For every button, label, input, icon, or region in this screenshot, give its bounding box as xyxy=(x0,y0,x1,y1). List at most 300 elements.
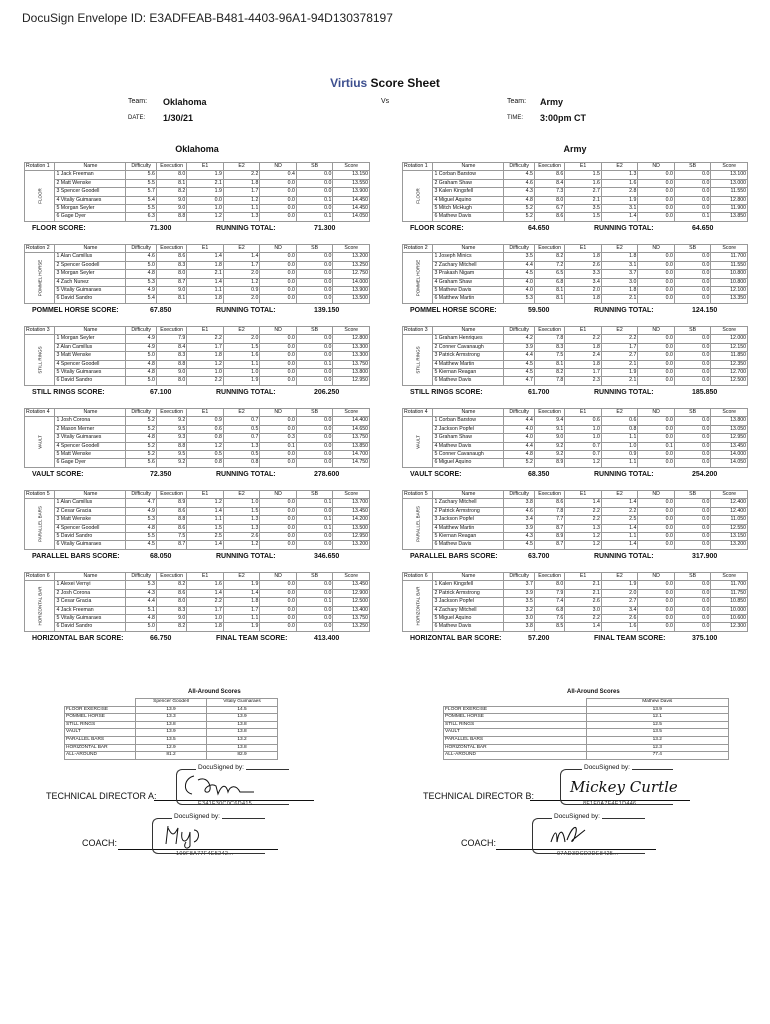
score-cell: 0.0 xyxy=(674,369,711,377)
gymnast-name: Josh Corona xyxy=(60,589,91,596)
score-cell: 1.1 xyxy=(601,533,638,541)
score-cell: 8.1 xyxy=(534,360,564,368)
score-cell: 1.2 xyxy=(187,442,224,450)
score-cell: 3.5 xyxy=(504,253,534,261)
score-cell: 5.5 xyxy=(126,205,156,213)
event-totals xyxy=(402,553,748,564)
table-row xyxy=(25,606,370,614)
score-cell: 0.1 xyxy=(296,196,333,204)
aa-row xyxy=(65,729,278,737)
gymnast-name: Vitaliy Guimaraes xyxy=(60,615,102,622)
envelope-id: DocuSign Envelope ID: E3ADFEAB-B481-4403-96A1-94D130378197 xyxy=(22,11,393,25)
order-number: 3 xyxy=(434,352,438,359)
score-cell: 8.6 xyxy=(534,213,564,221)
order-number: 3 xyxy=(434,598,438,605)
score-cell: 14.050 xyxy=(333,213,370,221)
score-cell: 0.1 xyxy=(296,524,333,532)
score-cell: 5.2 xyxy=(126,417,156,425)
score-cell: 1.6 xyxy=(565,179,602,187)
gymnast-name: Morgan Seyler xyxy=(60,270,95,277)
column-header: E1 xyxy=(187,573,224,581)
score-cell: 4.8 xyxy=(126,369,156,377)
score-cell: 0.5 xyxy=(187,451,224,459)
event-header-row xyxy=(25,409,370,417)
score-cell: 4.9 xyxy=(126,343,156,351)
order-number: 2 xyxy=(434,589,438,596)
event-table xyxy=(24,326,370,386)
score-cell: 8.4 xyxy=(156,343,186,351)
score-cell: 11.550 xyxy=(711,188,748,196)
table-row xyxy=(25,598,370,606)
score-cell: 8.4 xyxy=(534,179,564,187)
score-cell: 0.9 xyxy=(187,417,224,425)
coach-a-signature-id: 109F8A77F4E5242... xyxy=(176,851,234,857)
column-header: E2 xyxy=(223,245,260,253)
apparatus-name: VAULT xyxy=(415,435,421,450)
score-cell: 1.9 xyxy=(223,623,260,631)
order-number: 4 xyxy=(56,606,60,613)
column-header: E1 xyxy=(565,327,602,335)
table-row xyxy=(403,343,748,351)
gymnast-name: Mathew Davis xyxy=(438,623,472,630)
column-header: ND xyxy=(260,491,297,499)
score-cell: 0.0 xyxy=(638,270,675,278)
score-cell: 8.0 xyxy=(156,377,186,385)
rotation-label: Rotation 6 xyxy=(25,573,55,581)
score-cell: 7.4 xyxy=(534,598,564,606)
table-row xyxy=(25,253,370,261)
column-header: Execution xyxy=(534,409,564,417)
rotation-label: Rotation 6 xyxy=(403,573,433,581)
score-cell: 7.9 xyxy=(534,589,564,597)
score-cell: 4.8 xyxy=(504,451,534,459)
column-header: SB xyxy=(674,245,711,253)
gymnast-name: David Sandro xyxy=(60,295,93,302)
rotation-label: Rotation 4 xyxy=(25,409,55,417)
column-header: Execution xyxy=(156,573,186,581)
score-cell: 0.0 xyxy=(674,287,711,295)
event-table xyxy=(24,572,370,632)
score-cell: 3.1 xyxy=(601,205,638,213)
score-cell: 0.0 xyxy=(260,335,297,343)
event-score-value: 71.300 xyxy=(150,225,172,232)
score-cell: 13.450 xyxy=(333,507,370,515)
td-b-docusigned-label: DocuSigned by: xyxy=(584,764,630,771)
score-cell: 8.0 xyxy=(534,581,564,589)
running-total-value: 375.100 xyxy=(692,635,718,642)
score-cell: 1.2 xyxy=(223,541,260,549)
gymnast-name: Gage Dyer xyxy=(60,213,86,220)
rotation-label: Rotation 5 xyxy=(403,491,433,499)
table-row xyxy=(403,171,748,179)
column-header: Score xyxy=(333,573,370,581)
score-cell: 5.3 xyxy=(126,516,156,524)
score-cell: 0.0 xyxy=(260,581,297,589)
event-block xyxy=(24,408,370,478)
score-cell: 3.1 xyxy=(601,261,638,269)
score-cell: 8.1 xyxy=(156,295,186,303)
event-score-value: 57.200 xyxy=(528,635,550,642)
score-cell: 8.8 xyxy=(156,442,186,450)
score-cell: 13.150 xyxy=(333,171,370,179)
aa-score-cell: 13.8 xyxy=(136,721,207,729)
gymnast-name-cell xyxy=(433,623,504,631)
running-total-value: 254.200 xyxy=(692,471,718,478)
score-cell: 12.950 xyxy=(333,377,370,385)
table-row xyxy=(403,442,748,450)
score-cell: 8.9 xyxy=(534,533,564,541)
table-row xyxy=(25,499,370,507)
gymnast-name: Mathew Davis xyxy=(438,541,472,548)
table-row xyxy=(25,459,370,467)
score-cell: 5.3 xyxy=(126,581,156,589)
score-cell: 0.0 xyxy=(638,606,675,614)
gymnast-name-cell xyxy=(55,295,126,303)
score-cell: 0.0 xyxy=(260,425,297,433)
gymnast-name-cell xyxy=(55,360,126,368)
table-row xyxy=(403,270,748,278)
score-cell: 4.0 xyxy=(504,287,534,295)
score-cell: 8.1 xyxy=(156,179,186,187)
score-cell: 0.0 xyxy=(296,507,333,515)
score-cell: 3.9 xyxy=(504,524,534,532)
gymnast-name-cell xyxy=(55,369,126,377)
score-cell: 0.0 xyxy=(638,615,675,623)
aa-corner-cell xyxy=(65,699,136,707)
score-cell: 9.0 xyxy=(534,434,564,442)
score-cell: 0.0 xyxy=(260,459,297,467)
score-cell: 4.4 xyxy=(504,442,534,450)
score-cell: 3.4 xyxy=(504,516,534,524)
gymnast-name: Prakash Nigam xyxy=(438,270,475,277)
td-b-label: TECHNICAL DIRECTOR B: xyxy=(423,791,535,801)
score-cell: 0.0 xyxy=(260,270,297,278)
gymnast-name-cell xyxy=(433,253,504,261)
score-cell: 2.7 xyxy=(565,188,602,196)
score-cell: 3.5 xyxy=(504,598,534,606)
score-cell: 13.350 xyxy=(711,295,748,303)
column-header: Execution xyxy=(534,245,564,253)
aa-score-cell: 77.4 xyxy=(586,752,729,760)
score-cell: 0.0 xyxy=(638,434,675,442)
gymnast-name: Morgan Seyler xyxy=(60,335,95,342)
td-b-signature-id: 8F1F0A7F4E1D446... xyxy=(583,801,642,807)
order-number: 6 xyxy=(434,459,438,466)
score-cell: 2.0 xyxy=(223,295,260,303)
column-header: E2 xyxy=(601,491,638,499)
table-row xyxy=(403,179,748,187)
table-row xyxy=(403,589,748,597)
score-cell: 0.0 xyxy=(296,451,333,459)
table-row xyxy=(25,615,370,623)
score-cell: 1.0 xyxy=(187,615,224,623)
gymnast-name-cell xyxy=(55,533,126,541)
score-cell: 0.1 xyxy=(296,516,333,524)
score-cell: 0.0 xyxy=(296,417,333,425)
score-cell: 0.0 xyxy=(260,598,297,606)
event-table xyxy=(24,408,370,468)
gymnast-name-cell xyxy=(433,261,504,269)
column-header: E2 xyxy=(223,491,260,499)
score-cell: 0.0 xyxy=(260,377,297,385)
table-row xyxy=(25,343,370,351)
score-cell: 4.9 xyxy=(126,287,156,295)
score-cell: 1.4 xyxy=(601,524,638,532)
score-cell: 1.0 xyxy=(187,369,224,377)
column-header: SB xyxy=(296,163,333,171)
score-cell: 1.0 xyxy=(601,442,638,450)
order-number: 1 xyxy=(434,253,438,260)
score-cell: 1.2 xyxy=(223,196,260,204)
gymnast-name-cell xyxy=(55,377,126,385)
score-cell: 2.4 xyxy=(565,352,602,360)
table-row xyxy=(25,451,370,459)
column-header: Score xyxy=(711,573,748,581)
score-cell: 9.5 xyxy=(156,451,186,459)
score-cell: 0.0 xyxy=(260,524,297,532)
gymnast-name-cell xyxy=(433,352,504,360)
gymnast-name: Miguel Aquino xyxy=(438,459,472,466)
score-cell: 0.0 xyxy=(296,434,333,442)
running-total-value: 71.300 xyxy=(314,225,336,232)
score-cell: 0.0 xyxy=(638,507,675,515)
table-row xyxy=(25,434,370,442)
score-cell: 4.8 xyxy=(126,524,156,532)
score-cell: 9.5 xyxy=(156,425,186,433)
score-cell: 5.6 xyxy=(126,459,156,467)
score-cell: 0.5 xyxy=(223,451,260,459)
table-row xyxy=(25,196,370,204)
team-value: Oklahoma xyxy=(163,97,207,107)
score-cell: 4.5 xyxy=(504,541,534,549)
aa-row xyxy=(444,714,729,722)
team-b-all-around-table xyxy=(443,698,729,760)
table-row xyxy=(25,278,370,286)
score-cell: 1.7 xyxy=(223,188,260,196)
score-cell: 10.600 xyxy=(711,615,748,623)
event-score-value: 68.050 xyxy=(150,553,172,560)
gymnast-name-cell xyxy=(55,179,126,187)
aa-score-cell: 81.2 xyxy=(136,752,207,760)
score-cell: 0.0 xyxy=(296,205,333,213)
rotation-label: Rotation 5 xyxy=(25,491,55,499)
rotation-label: Rotation 2 xyxy=(403,245,433,253)
score-cell: 0.0 xyxy=(296,335,333,343)
score-cell: 7.9 xyxy=(156,335,186,343)
score-cell: 0.0 xyxy=(638,253,675,261)
score-cell: 0.0 xyxy=(638,425,675,433)
column-header: E2 xyxy=(223,573,260,581)
score-cell: 2.8 xyxy=(601,188,638,196)
gymnast-name: Vitaliy Guimaraes xyxy=(60,434,102,441)
score-cell: 1.8 xyxy=(187,295,224,303)
gymnast-name: Morgan Seyler xyxy=(60,205,95,212)
gymnast-name-cell xyxy=(55,188,126,196)
apparatus-name: STILL RINGS xyxy=(37,346,43,374)
apparatus-side-label xyxy=(403,581,433,631)
score-cell: 1.8 xyxy=(565,253,602,261)
table-row xyxy=(25,533,370,541)
score-cell: 1.6 xyxy=(601,179,638,187)
score-cell: 0.0 xyxy=(260,179,297,187)
order-number: 1 xyxy=(434,417,438,424)
score-cell: 0.0 xyxy=(260,287,297,295)
score-cell: 3.4 xyxy=(565,278,602,286)
aa-row xyxy=(65,706,278,714)
gymnast-name: Conner Cavanaugh xyxy=(438,343,484,350)
aa-score-cell: 12.3 xyxy=(586,744,729,752)
score-cell: 1.4 xyxy=(187,253,224,261)
score-cell: 1.4 xyxy=(187,589,224,597)
event-score-label: POMMEL HORSE SCORE: xyxy=(32,307,119,314)
gymnast-name: Cesar Gracia xyxy=(60,507,92,514)
score-cell: 2.6 xyxy=(223,533,260,541)
column-header: Execution xyxy=(534,573,564,581)
order-number: 6 xyxy=(434,213,438,220)
score-cell: 5.2 xyxy=(126,442,156,450)
table-row xyxy=(25,442,370,450)
score-cell: 0.0 xyxy=(638,352,675,360)
score-cell: 0.0 xyxy=(638,295,675,303)
score-cell: 13.150 xyxy=(711,533,748,541)
score-cell: 5.5 xyxy=(126,533,156,541)
order-number: 4 xyxy=(434,278,438,285)
score-cell: 10.000 xyxy=(711,606,748,614)
gymnast-name: Joseph Minics xyxy=(438,253,472,260)
gymnast-name: Josh Corona xyxy=(60,417,91,424)
gymnast-name-cell xyxy=(55,343,126,351)
gymnast-name-cell xyxy=(55,270,126,278)
order-number: 5 xyxy=(434,205,438,212)
gymnast-name-cell xyxy=(55,196,126,204)
score-cell: 4.2 xyxy=(504,335,534,343)
column-header: ND xyxy=(638,573,675,581)
column-header: Difficulty xyxy=(126,245,156,253)
event-table xyxy=(402,326,748,386)
aa-header-row xyxy=(444,699,729,707)
column-header: ND xyxy=(638,245,675,253)
score-cell: 2.0 xyxy=(223,335,260,343)
score-cell: 4.8 xyxy=(504,196,534,204)
event-totals xyxy=(24,471,370,482)
score-cell: 7.5 xyxy=(156,533,186,541)
score-cell: 0.0 xyxy=(638,360,675,368)
aa-score-cell: 13.5 xyxy=(136,736,207,744)
opponent-value: Army xyxy=(540,97,564,107)
td-a-label: TECHNICAL DIRECTOR A: xyxy=(46,791,157,801)
table-row xyxy=(25,213,370,221)
score-cell: 8.5 xyxy=(534,623,564,631)
gymnast-name: Alexei Vernyi xyxy=(60,581,91,588)
apparatus-name: PARALLEL BARS xyxy=(37,506,43,543)
score-cell: 11.850 xyxy=(711,352,748,360)
score-cell: 8.6 xyxy=(534,171,564,179)
score-cell: 8.0 xyxy=(156,171,186,179)
score-cell: 1.2 xyxy=(187,360,224,368)
score-cell: 0.9 xyxy=(601,451,638,459)
running-total-value: 413.400 xyxy=(314,635,340,642)
apparatus-name: STILL RINGS xyxy=(415,346,421,374)
score-cell: 11.050 xyxy=(711,516,748,524)
gymnast-name-cell xyxy=(433,589,504,597)
score-cell: 8.9 xyxy=(156,499,186,507)
aa-row xyxy=(65,721,278,729)
gymnast-name-cell xyxy=(433,442,504,450)
order-number: 4 xyxy=(434,196,438,203)
score-cell: 1.8 xyxy=(601,253,638,261)
score-cell: 4.7 xyxy=(504,377,534,385)
column-header: Name xyxy=(433,491,504,499)
score-cell: 8.6 xyxy=(156,507,186,515)
score-cell: 0.0 xyxy=(638,335,675,343)
aa-column-header: Mathew Davis xyxy=(586,699,729,707)
score-cell: 0.4 xyxy=(260,171,297,179)
score-cell: 0.0 xyxy=(296,253,333,261)
score-cell: 1.9 xyxy=(223,377,260,385)
apparatus-side-label xyxy=(403,171,433,221)
score-cell: 1.1 xyxy=(187,287,224,295)
column-header: ND xyxy=(638,163,675,171)
score-cell: 4.3 xyxy=(504,188,534,196)
score-cell: 0.1 xyxy=(260,442,297,450)
gymnast-name-cell xyxy=(55,451,126,459)
gymnast-name: Spencer Goodell xyxy=(60,442,100,449)
score-cell: 0.0 xyxy=(260,205,297,213)
score-cell: 1.4 xyxy=(601,499,638,507)
gymnast-name: Graham Shaw xyxy=(438,434,472,441)
gymnast-name: Matt Wenske xyxy=(60,352,91,359)
coach-b-signature-id: 07AD3DCD2DE8425... xyxy=(557,851,619,857)
rotation-label: Rotation 3 xyxy=(25,327,55,335)
aa-row xyxy=(444,752,729,760)
score-cell: 13.500 xyxy=(333,524,370,532)
score-cell: 5.2 xyxy=(126,451,156,459)
gymnast-name-cell xyxy=(55,623,126,631)
aa-score-cell: 13.8 xyxy=(207,729,278,737)
event-score-label: VAULT SCORE: xyxy=(410,471,462,478)
gymnast-name: David Sandro xyxy=(60,623,93,630)
score-cell: 9.2 xyxy=(156,417,186,425)
score-cell: 13.850 xyxy=(711,213,748,221)
score-cell: 11.750 xyxy=(711,589,748,597)
order-number: 5 xyxy=(56,615,60,622)
score-cell: 0.5 xyxy=(223,425,260,433)
score-cell: 0.0 xyxy=(674,377,711,385)
score-cell: 4.5 xyxy=(504,369,534,377)
order-number: 5 xyxy=(56,287,60,294)
score-cell: 12.550 xyxy=(711,524,748,532)
event-block xyxy=(24,490,370,560)
score-cell: 0.0 xyxy=(296,425,333,433)
gymnast-name-cell xyxy=(433,581,504,589)
aa-score-cell: 12.5 xyxy=(586,721,729,729)
running-total-label: RUNNING TOTAL: xyxy=(594,553,654,560)
score-cell: 0.1 xyxy=(296,360,333,368)
score-cell: 12.500 xyxy=(711,377,748,385)
apparatus-name: VAULT xyxy=(37,435,43,450)
score-cell: 10.800 xyxy=(711,278,748,286)
score-cell: 1.5 xyxy=(187,524,224,532)
running-total-value: 139.150 xyxy=(314,307,340,314)
column-header: E2 xyxy=(601,409,638,417)
event-score-value: 68.350 xyxy=(528,471,550,478)
score-cell: 14.000 xyxy=(711,451,748,459)
column-header: E2 xyxy=(601,573,638,581)
gymnast-name-cell xyxy=(433,335,504,343)
gymnast-name-cell xyxy=(55,606,126,614)
table-row xyxy=(25,589,370,597)
score-cell: 8.8 xyxy=(156,213,186,221)
